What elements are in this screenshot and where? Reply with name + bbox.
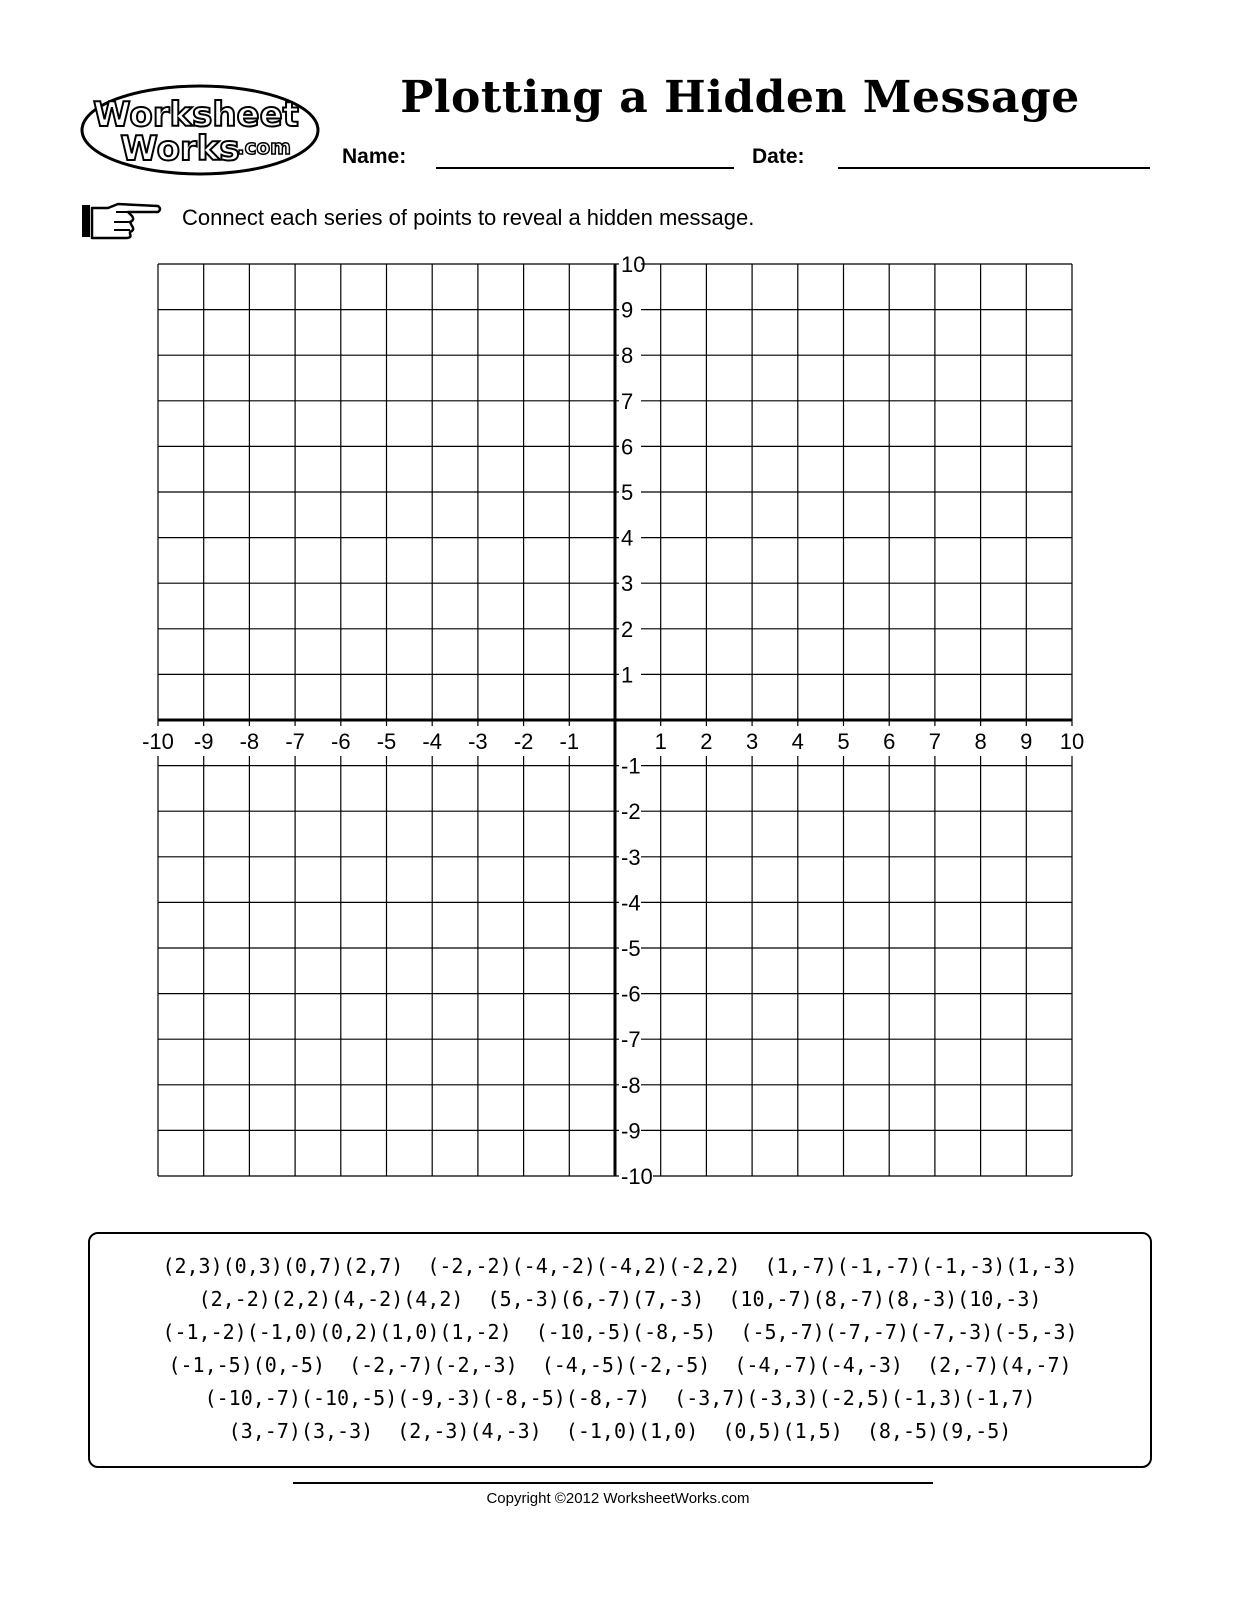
y-tick-label: 1 — [621, 662, 634, 688]
logo-text-suffix: .com — [236, 135, 292, 159]
x-tick-label: -8 — [239, 729, 260, 754]
instruction-text: Connect each series of points to reveal a hidden message. — [182, 205, 755, 230]
x-tick-label: -4 — [422, 729, 442, 754]
y-tick-label: -8 — [621, 1072, 641, 1098]
x-tick-label: -10 — [142, 729, 174, 754]
x-tick-label: 5 — [837, 729, 850, 754]
y-tick-label: 3 — [621, 571, 634, 597]
point-series-line-3: (-1,-2)(-1,0)(0,2)(1,0)(1,-2) (-10,-5)(-8,-5) (-5,-7)(-7,-7)(-7,-3)(-5,-3) — [162, 1320, 1078, 1344]
point-series-box — [88, 1232, 1152, 1468]
x-tick-label: -7 — [285, 729, 305, 754]
point-series-line-1: (2,3)(0,3)(0,7)(2,7) (-2,-2)(-4,-2)(-4,2)(-2,2) (1,-7)(-1,-7)(-1,-3)(1,-3) — [162, 1254, 1078, 1278]
y-tick-label: 5 — [621, 480, 634, 505]
x-tick-label: 1 — [654, 729, 667, 754]
logo-text-line1: Worksheet — [93, 95, 299, 135]
y-tick-label: 8 — [621, 343, 634, 369]
x-tick-label: -5 — [376, 729, 397, 754]
x-tick-label: -2 — [513, 729, 534, 754]
point-series-line-4: (-1,-5)(0,-5) (-2,-7)(-2,-3) (-4,-5)(-2,-5) (-4,-7)(-4,-3) (2,-7)(4,-7) — [168, 1353, 1072, 1377]
x-tick-label: 9 — [1020, 729, 1033, 754]
y-tick-label: 10 — [621, 252, 646, 277]
y-tick-label: -10 — [621, 1164, 653, 1189]
y-tick-label: -5 — [621, 936, 641, 961]
x-tick-label: 6 — [883, 729, 896, 754]
point-series-line-2: (2,-2)(2,2)(4,-2)(4,2) (5,-3)(6,-7)(7,-3) (10,-7)(8,-7)(8,-3)(10,-3) — [198, 1287, 1042, 1311]
x-tick-label: 4 — [791, 729, 804, 754]
date-label: Date: — [752, 145, 805, 168]
name-label: Name: — [342, 145, 407, 168]
point-series-line-5: (-10,-7)(-10,-5)(-9,-3)(-8,-5)(-8,-7) (-3,7)(-3,3)(-2,5)(-1,3)(-1,7) — [204, 1386, 1036, 1410]
y-tick-label: -9 — [621, 1118, 641, 1144]
x-tick-label: -9 — [193, 729, 214, 754]
x-tick-label: -6 — [331, 729, 351, 754]
x-tick-label: 2 — [700, 729, 713, 754]
y-tick-label: -6 — [621, 981, 641, 1007]
x-tick-label: 3 — [745, 729, 759, 754]
x-tick-label: -1 — [559, 729, 580, 754]
y-tick-label: 2 — [621, 616, 634, 642]
y-tick-label: 6 — [621, 434, 634, 460]
x-tick-label: 10 — [1059, 729, 1085, 754]
page-title: Plotting a Hidden Message — [400, 72, 1080, 123]
y-tick-label: -2 — [621, 799, 641, 825]
y-tick-label: 7 — [621, 388, 634, 414]
y-tick-label: -3 — [621, 844, 641, 870]
y-tick-label: -4 — [621, 890, 641, 916]
point-series-line-6: (3,-7)(3,-3) (2,-3)(4,-3) (-1,0)(1,0) (0,5)(1,5) (8,-5)(9,-5) — [228, 1419, 1012, 1443]
y-tick-label: -7 — [621, 1027, 641, 1053]
x-tick-label: 8 — [974, 729, 987, 754]
logo-text-line2: Works — [120, 129, 240, 169]
footer-rule — [293, 1482, 933, 1484]
y-tick-label: 9 — [621, 297, 634, 323]
y-tick-label: 4 — [621, 525, 634, 551]
copyright-text: Copyright ©2012 WorksheetWorks.com — [486, 1490, 750, 1507]
y-tick-label: -1 — [621, 753, 641, 779]
x-tick-label: 7 — [928, 729, 942, 754]
x-tick-label: -3 — [468, 729, 488, 754]
